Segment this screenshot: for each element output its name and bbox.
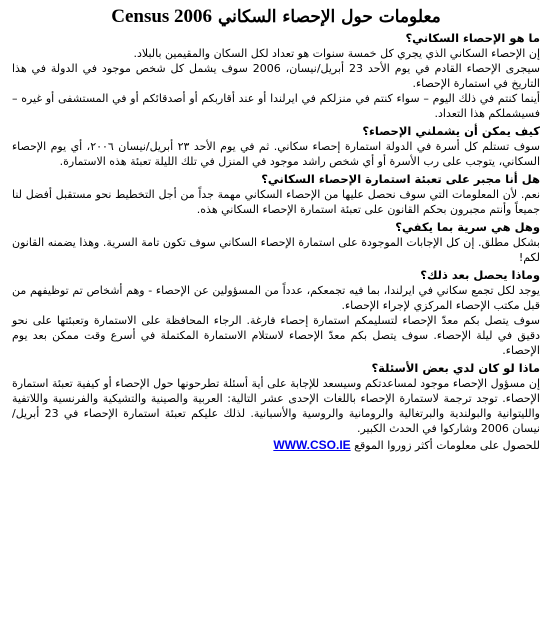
section-question: وهل هي سرية بما يكفي؟ bbox=[395, 220, 540, 234]
page-title-english: Census 2006 bbox=[111, 6, 213, 27]
section-paragraph: سوف تستلم كل أسرة في الدولة استمارة إحصاء سكاني. ثم في يوم الأحد ٢٣ أبريل/نيسان ٢٠٠٦، أي يوم الإحصاء السكاني، يتوجب على رب الأسرة أو أي شخص راشد موجود في المنزل في تلك الليلة تعبئة هذه الاستمارة. bbox=[12, 140, 540, 168]
section-paragraph: يوجد لكل تجمع سكاني في ايرلندا، بما فيه تجمعكم، عدداً من المسؤولين عن الإحصاء - وهم أشخاص تم توظيفهم من قبل مكتب الإحصاء المركزي لإجراء الإحصاء. bbox=[12, 284, 540, 312]
footer-text: للحصول على معلومات أكثر زوروا الموقع bbox=[354, 439, 540, 452]
page-title bbox=[12, 6, 540, 28]
section-paragraph: بشكل مطلق. إن كل الإجابات الموجودة على استمارة الإحصاء السكاني سوف تكون تامة السرية. وهذا يضمنه القانون لكم! bbox=[12, 236, 540, 264]
section-paragraph: نعم. لأن المعلومات التي سوف نحصل عليها من الإحصاء السكاني مهمة جداً من أجل التخطيط نحو مستقبل أفضل لنا جميعاً وأنتم مجبرون بحكم القانون على تعبئة استمارة الإحصاء السكاني هذه. bbox=[12, 188, 540, 216]
section-question: ما هو الإحصاء السكاني؟ bbox=[405, 31, 540, 45]
section-paragraph: سوف يتصل بكم معدّ الإحصاء لتسليمكم استمارة إحصاء فارغة. الرجاء المحافظة على الاستمارة وتعبئتها على نحو دقيق في ليلة الإحصاء. سوف يتصل بكم معدّ الإحصاء لاستلام الاستمارة المكتملة في أسرع وقت ممكن بعد يوم الإحصاء. bbox=[12, 314, 540, 357]
section-question: وماذا يحصل بعد ذلك؟ bbox=[420, 268, 540, 282]
page-title-arabic: معلومات حول الإحصاء السكاني bbox=[217, 7, 441, 27]
section-question: هل أنا مجبر على تعبئة استمارة الإحصاء السكاني؟ bbox=[261, 172, 540, 186]
section-paragraph: إن مسؤول الإحصاء موجود لمساعدتكم وسيسعد للإجابة على أية أسئلة تطرحونها حول الإحصاء أو كيفية تعبئة استمارة الإحصاء. توجد ترجمة لاستمارة الإحصاء باللغات الإحدى عشر التالية: العربية والصينية والتشيكية والفرنسية واللاتفية والليتوانية والبولندية والبرتغالية والرومانية والروسية والأسبانية. لذلك عليكم تعبئة استمارة الإحصاء في 23 أبريل/نيسان 2006 وشاركوا في الحدث الكبير. bbox=[12, 377, 540, 435]
footer-line bbox=[12, 438, 540, 453]
section-paragraph: سيجرى الإحصاء القادم في يوم الأحد 23 أبريل/نيسان، 2006 سوف يشمل كل شخص موجود في الدولة في هذا التاريخ في استمارة الإحصاء. bbox=[12, 62, 540, 90]
section-paragraph: إن الإحصاء السكاني الذي يجري كل خمسة سنوات هو تعداد لكل السكان والمقيمين بالبلاد. bbox=[133, 47, 540, 60]
section-question: ماذا لو كان لدي بعض الأسئلة؟ bbox=[371, 361, 540, 375]
sections-container bbox=[12, 31, 540, 436]
website-link[interactable]: WWW.CSO.IE bbox=[273, 438, 351, 452]
section-paragraph: أينما كنتم في ذلك اليوم – سواء كنتم في منزلكم في ايرلندا أو عند أقاربكم أو أصدقائكم أو في المستشفى أو غيره – فسيشملكم هذا التعداد. bbox=[12, 92, 540, 120]
section-question: كيف يمكن أن يشملني الإحصاء؟ bbox=[362, 124, 540, 138]
